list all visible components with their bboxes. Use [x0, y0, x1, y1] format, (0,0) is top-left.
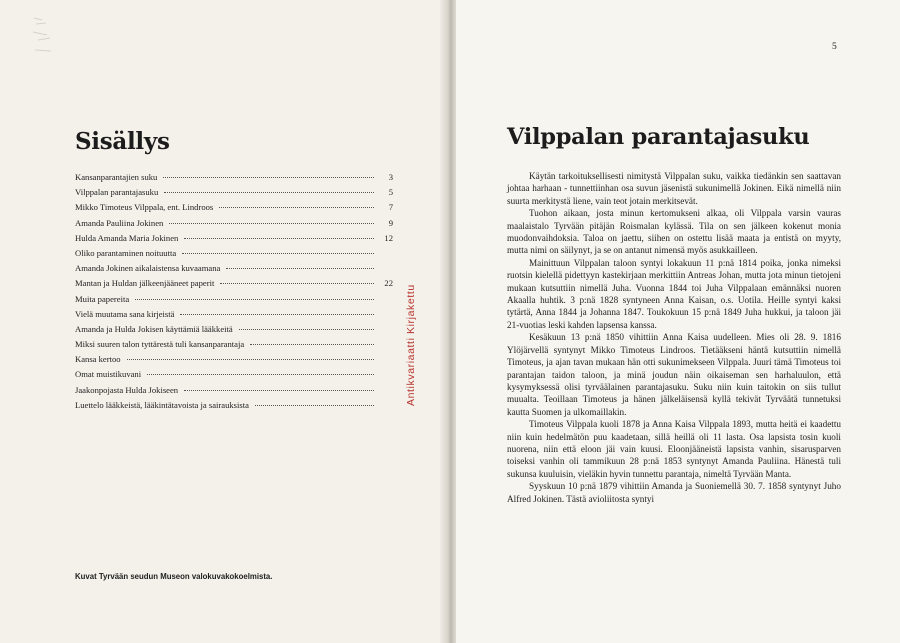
toc-item[interactable]: Hulda Amanda Maria Jokinen 12	[75, 232, 393, 243]
toc-item[interactable]: Muita papereita	[75, 294, 393, 309]
chapter-body	[507, 170, 841, 505]
toc-item[interactable]: Oliko parantaminen noituutta	[75, 248, 393, 263]
toc-item[interactable]: Amanda Pauliina Jokinen 9	[75, 217, 393, 228]
toc-leader	[250, 343, 374, 345]
toc-leader	[147, 373, 374, 375]
toc-item[interactable]: Amanda Jokinen aikalaistensa kuvaamana	[75, 263, 393, 278]
chapter-title: Vilppalan parantajasuku	[507, 124, 810, 150]
toc-item[interactable]: Vielä muutama sana kirjeistä	[75, 309, 393, 324]
toc-leader	[164, 191, 374, 193]
toc-leader	[184, 389, 374, 391]
paragraph: Mainittuun Vilppalan taloon syntyi lokakuun 11 p:nä 1814 poika, jonka nimeksi ruotsin kielellä pidettyyn kastekirjaan merkittiin Antreas Johan, mutta jota minun tietojeni mukaan kutsuttiin nimellä Juha. Vuonna 1844 toi Juha Vilppalaan emännäksi nuoren Akaalla huhtik. 3 p:nä 1828 syntyneen Anna Kaisan, o.s. Uotila. Heille syntyi kaksi tytärtä, Anna 1844 ja Johanna 1847. Toukokuun 15 p:nä 1849 Juha hukkui, ja taloon jäi 21-vuotias leski kahden lapsensa kanssa.	[507, 257, 841, 330]
paragraph: Tuohon aikaan, josta minun kertomukseni alkaa, oli Vilppala varsin vauras maalaistalo Tyrvään pitäjän Roismalan kylässä. Tila on sen jälkeen kokenut monia muodonvaihdoksia. Taloa on jaettu, siihen on ostettu lisää maata ja entistä on myyty, mutta nimi on säilynyt, ja se on antanut nimensä myös asukkailleen.	[507, 208, 841, 256]
paragraph: Syyskuun 10 p:nä 1879 vihittiin Amanda ja Suoniemellä 30. 7. 1858 syntynyt Juho Alfred Jokinen. Tästä avioliitosta syntyi	[507, 481, 841, 504]
toc-item[interactable]: Mantan ja Huldan jälkeenjääneet paperit 22	[75, 278, 393, 289]
page-number: 5	[832, 42, 837, 52]
toc-leader	[182, 252, 374, 254]
toc-item[interactable]: Omat muistikuvani	[75, 369, 393, 384]
toc-item[interactable]: Kansanparantajien suku 3	[75, 172, 393, 182]
toc-leader	[220, 282, 374, 284]
toc-leader	[239, 328, 374, 330]
paragraph: Käytän tarkoituksellisesti nimitystä Vilppalan suku, vaikka tiedänkin sen saattavan johtaa harhaan - tunnettiinhan osa suvun jäsenistä sukunimellä Jokinen. Eikä nimellä niin suurta merkitystä liene, vain teot jotain merkitsevät.	[507, 171, 841, 206]
bookseller-stamp	[402, 240, 418, 408]
faded-handwriting-mark	[30, 10, 70, 60]
toc-item[interactable]: Miksi suuren talon tyttärestä tuli kansanparantaja	[75, 339, 393, 354]
paragraph: Kesäkuun 13 p:nä 1850 vihittiin Anna Kaisa uudelleen. Mies oli 28. 9. 1816 Ylöjärvellä syntynyt Mikko Timoteus Lindroos. Tietääkseni häntä kutsuttiin nimellä Timoteus, ja ajan tavan mukaan hän otti sukunimekseen Vilppala. Juuri tämä Timoteus toi parantajan taidon taloon, ja minä joudun näin oikaiseman sen harhaluulon, että kysymyksessä olisi tyrväälainen parantajasuku. Suku niin kuin taitokin on siis tullut muualta. Teoillaan Timoteus ja hänen jälkeläisensä kyllä tekivät Tyrväätä tunnetuksi kautta Suomen ja ulkomaillakin.	[507, 332, 841, 417]
toc-leader	[127, 358, 374, 360]
toc-item[interactable]: Luettelo lääkkeistä, lääkintätavoista ja sairauksista	[75, 400, 393, 415]
toc-item[interactable]: Amanda ja Hulda Jokisen käyttämiä lääkkeitä	[75, 324, 393, 339]
left-page	[0, 0, 448, 643]
toc-leader	[163, 176, 374, 178]
toc-item[interactable]: Vilppalan parantajasuku 5	[75, 187, 393, 198]
toc-leader	[169, 222, 374, 224]
toc-item[interactable]: Kansa kertoo	[75, 354, 393, 369]
paragraph: Timoteus Vilppala kuoli 1878 ja Anna Kaisa Vilppala 1893, mutta heitä ei kaadettu niin kuin hedelmätön puu kaadetaan, sillä heillä oli 11 lasta. Osa lapsista tosin kuoli nuorena, niin että eloon jäi vain kuusi. Eloonjääneistä lapsista vanhin, sisarusparven toiseksi vanhin oli tammikuun 28 p:nä 1853 syntynyt Amanda Pauliina. Hänestä tuli sukunsa kuuluisin, vieläkin hyvin tunnettu parantaja, nimeltä Tyrvään Manta.	[507, 419, 841, 479]
toc-leader	[135, 298, 374, 300]
toc-item[interactable]: Mikko Timoteus Vilppala, ent. Lindroos 7	[75, 202, 393, 213]
toc-leader	[255, 404, 374, 406]
toc-leader	[219, 206, 374, 208]
toc-leader	[226, 267, 374, 269]
toc-leader	[180, 313, 374, 315]
svg-text:Antikvariaatti Kirjakettu: Antikvariaatti Kirjakettu	[405, 284, 417, 406]
toc-item[interactable]: Jaakonpojasta Hulda Jokiseen	[75, 385, 393, 400]
contents-title: Sisällys	[75, 128, 170, 155]
table-of-contents	[75, 172, 393, 415]
photo-credits: Kuvat Tyrvään seudun Museon valokuvakokoelmista.	[75, 572, 273, 581]
toc-leader	[184, 237, 374, 239]
